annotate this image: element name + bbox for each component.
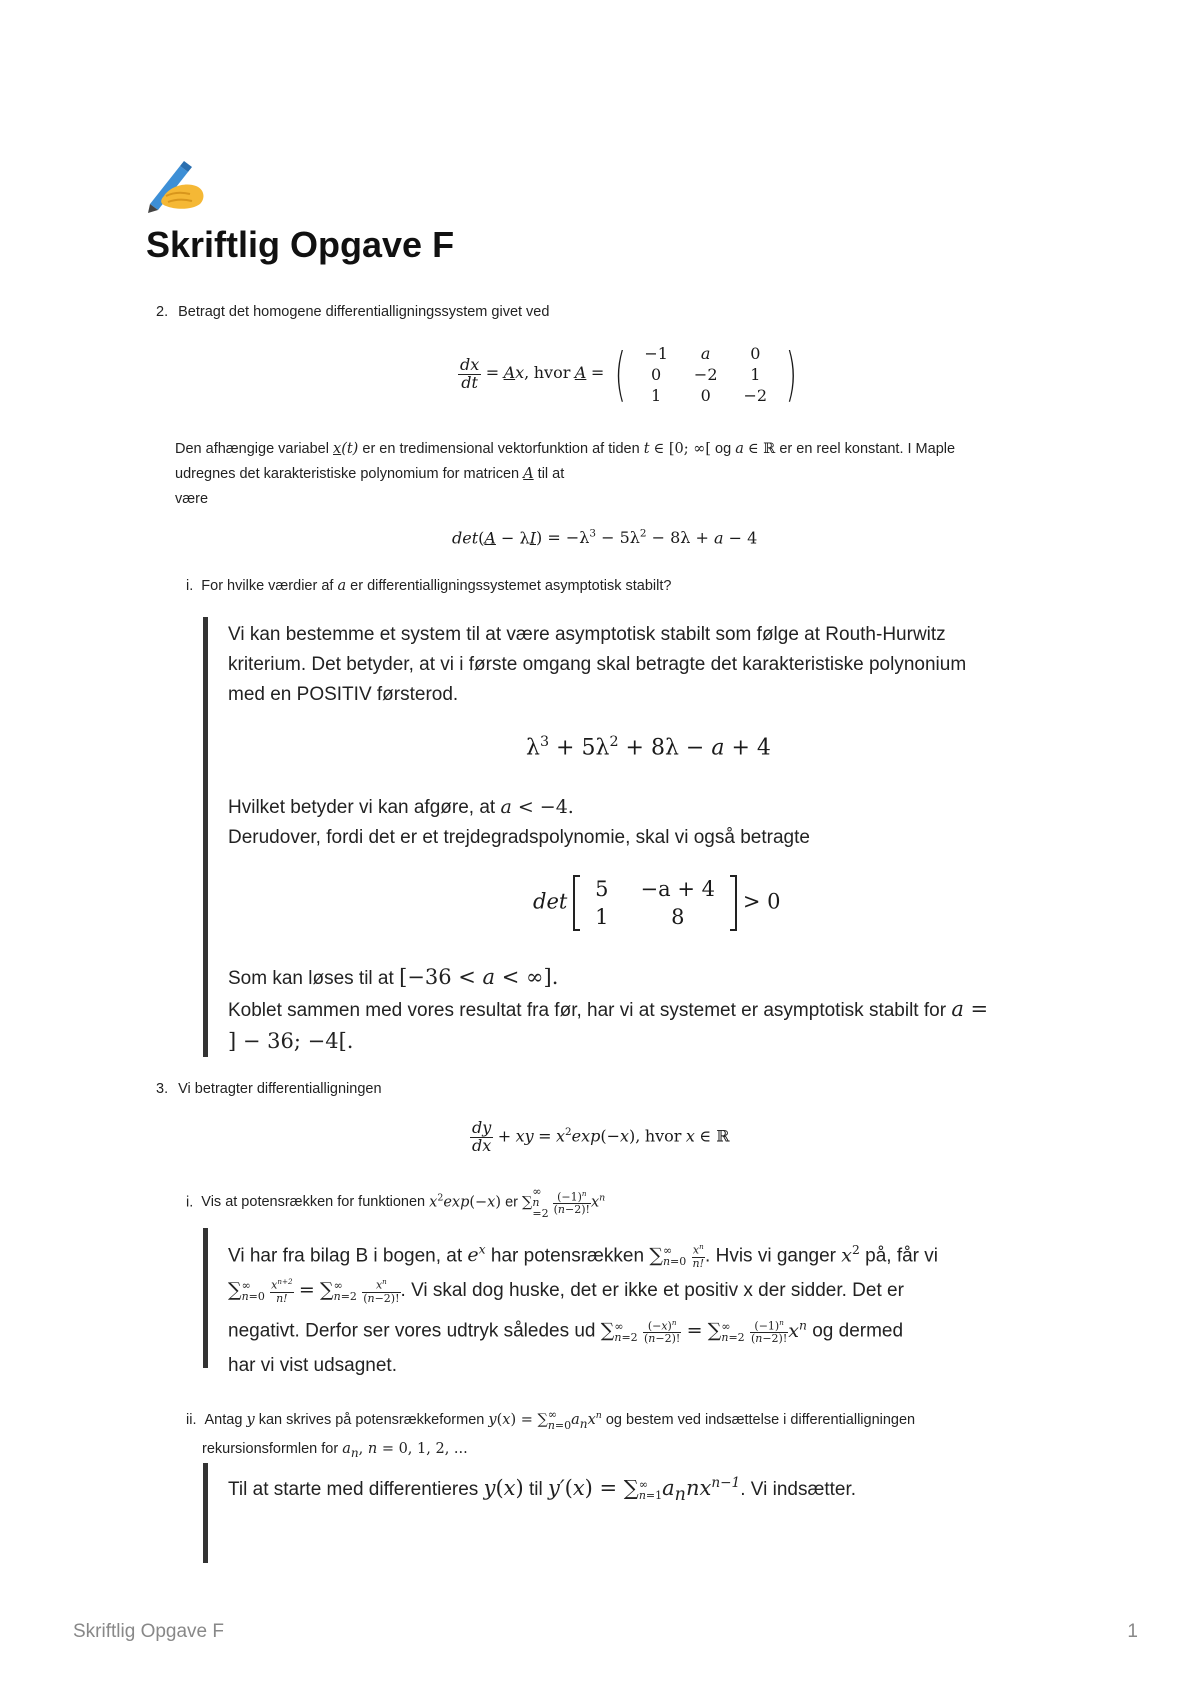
matrix-a-row — [631, 343, 780, 364]
q3-ans-i-1b: har potensrækken — [490, 1245, 645, 1267]
matrix-a-cell: −2 — [693, 364, 718, 384]
q2-intro: Betragt det homogene differentialligningssystem givet ved — [178, 304, 550, 320]
q3-answer-i: Vi har fra bilag B i bogen, at $e^x$ har potensrækken ∑ ∞ n=0 $\frac{x^n}{n!}$ . Hvis vi ganger $x^2$ på, får vi ∑ ∞ n=0 $\frac{x^{n+2}}{n!}$ = ∑ ∞ n=2 $\frac{x^n}{(n-2)!}$ . Vi skal dog huske, det er ikke et positiv x der sidder. Det er negativt. Derfor ser vores udtryk således ud ∑ ∞ n=2 $\frac{(-x)^n}{(n-2)!}$ = ∑ ∞ n=2 $\frac{(-1)^n}{(n-2)!}$ $x^n$ og dermed har vi vist udsagnet. — [228, 1233, 938, 1383]
q2-ans-line-4: Hvilket betyder vi kan afgøre, at — [228, 797, 496, 818]
q2-ans-line-2: kriterium. Det betyder, at vi i første omgang skal betragte det karakteristiske polynonium — [228, 654, 967, 675]
matrix-a-cell: 0 — [651, 364, 662, 384]
q2-sub-i-text-a: For hvilke værdier af — [201, 578, 334, 594]
q3-item — [156, 1081, 382, 1097]
writing-hand-icon — [146, 152, 208, 214]
det-matrix-cell: 1 — [595, 905, 609, 929]
q2-ans-line-6: Som kan løses til at — [228, 968, 394, 989]
q2-matrix-a: ( −1 a 0 0 −2 1 1 0 −2 ) — [614, 340, 798, 408]
q3-ans-ii-b: til — [528, 1479, 543, 1500]
q3-ans-ii-a: Til at starte med differentieres — [228, 1479, 479, 1500]
footer-page-number: 1 — [1127, 1621, 1138, 1642]
q3-differential-equation: $\frac{dy}{dx}$ + xy = $x^2\exp(-x)$, hvor x ∈ ℝ — [472, 1118, 730, 1155]
q3-eq-hvor: hvor — [644, 1126, 682, 1146]
q3-ans-i-1d: på, får vi — [865, 1245, 939, 1267]
q3-ans-i-2: . Vi skal dog huske, det er ikke et positiv x der sidder. Det er — [400, 1280, 904, 1302]
q2-text-4: er en reel konstant. I Maple — [779, 441, 956, 457]
q2-char-poly: $\det(A - \lambda I) = -\lambda^3 - 5\lambda^2 - 8\lambda + a - 4$ — [452, 528, 758, 548]
det-matrix-row — [579, 903, 731, 931]
q3-sub-ii-text-a: Antag — [204, 1411, 243, 1428]
q2-ans-line-5: Derudover, fordi det er et trejdegradspolynomie, skal vi også betragte — [228, 827, 810, 848]
matrix-a-cell: 0 — [750, 343, 761, 363]
q3-ans-i-3b: og dermed — [812, 1320, 904, 1342]
matrix-a-row — [631, 385, 780, 406]
matrix-a-row — [631, 364, 780, 385]
q2-ans-line-7: Koblet sammen med vores resultat fra før, har vi at systemet er asymptotisk stabilt for — [228, 1000, 947, 1021]
q3-answer-ii: Til at starte med differentieres y(x) til y′(x) = ∑ ∞ n=1 $a_nnx^{n-1}$. Vi indsætter. — [228, 1475, 857, 1506]
q2-answer-3: Som kan løses til at [−36 < a < ∞]. Koblet sammen med vores resultat fra før, har vi at systemet er asymptotisk stabilt for a = ] − 36; −4[. — [228, 965, 989, 1053]
q2-text-2: er en tredimensional vektorfunktion af tiden — [362, 441, 640, 457]
q2-eq-hvor: hvor — [533, 363, 571, 383]
answer-quote-bar — [203, 1228, 208, 1368]
q3-sub-ii: ii. Antag y kan skrives på potensrækkeformen y(x) = ∑ ∞ n=0 $a_nx^n$ og bestem ved indsættelse i differentialligningen rekursionsformlen for $a_n$, n = 0, 1, 2, ... — [186, 1408, 916, 1460]
det-matrix-cell: 8 — [671, 905, 685, 929]
matrix-a-cell: −2 — [743, 385, 768, 405]
footer-title: Skriftlig Opgave F — [73, 1621, 224, 1642]
q3-ans-i-1c: . Hvis vi ganger — [705, 1245, 836, 1267]
q2-det-condition: det 5 −a + 4 1 8 > 0 — [533, 877, 781, 929]
q3-sub-i: i. Vis at potensrækken for funktionen $x^2\exp(-x)$ er ∑ ∞ n =2 $\frac{(-1)^n}{(n-2)!}$ $x^n$ — [186, 1185, 606, 1220]
q2-sub-i: i. For hvilke værdier af a er differentialligningssystemet asymptotisk stabilt? — [186, 578, 672, 594]
q3-ans-ii-c: . Vi indsætter. — [740, 1479, 857, 1500]
q2-text-3: og — [715, 441, 732, 457]
matrix-a-cell: 0 — [700, 385, 711, 405]
q2-answer-2: Hvilket betyder vi kan afgøre, at a < −4. Derudover, fordi det er et trejdegradspolynomie, skal vi også betragte — [228, 792, 810, 853]
q3-ans-i-4: har vi vist udsagnet. — [228, 1354, 397, 1376]
q2-number: 2. — [156, 304, 169, 320]
q2-description: Den afhængige variabel x(t) er en tredimensional vektorfunktion af tiden t ∈ [0; ∞[ og a ∈ ℝ er en reel konstant. I Maple udregnes det karakteristiske polynomium for matricen A til at være — [175, 441, 956, 507]
matrix-a-cell: a — [700, 343, 711, 363]
q2-sub-i-number: i. — [186, 578, 194, 594]
matrix-a-cell: −1 — [644, 343, 668, 363]
page-title: Skriftlig Opgave F — [146, 224, 455, 265]
q2-text-7: være — [175, 491, 209, 507]
q3-sub-i-number: i. — [186, 1194, 194, 1211]
q3-ans-i-3a: negativt. Derfor ser vores udtryk således ud — [228, 1320, 596, 1342]
q2-item — [156, 304, 549, 320]
q2-text-1: Den afhængige variabel — [175, 441, 329, 457]
q2-text-6: til at — [537, 466, 565, 482]
q2-answer — [228, 620, 966, 710]
q3-sub-ii-text-b: kan skrives på potensrækkeformen — [258, 1411, 485, 1428]
q2-positive-poly: $\lambda^3 + 5\lambda^2 + 8\lambda - a + 4$ — [526, 734, 771, 761]
q3-ans-i-1a: Vi har fra bilag B i bogen, at — [228, 1245, 463, 1267]
matrix-a-cell: 1 — [750, 364, 761, 384]
q2-ans-line-3: med en POSITIV førsterod. — [228, 684, 459, 705]
matrix-a-cell: 1 — [651, 385, 662, 405]
det-matrix-row — [579, 875, 731, 903]
q3-number: 3. — [156, 1081, 169, 1097]
q3-sub-i-text-b: er — [505, 1194, 518, 1211]
q3-sub-ii-text-c: og bestem ved indsættelse i differentialligningen — [605, 1411, 916, 1428]
q3-sub-i-text-a: Vis at potensrækken for funktionen — [201, 1194, 426, 1211]
q3-intro: Vi betragter differentialligningen — [178, 1081, 382, 1097]
q2-text-5: udregnes det karakteristiske polynomium for matricen — [175, 466, 520, 482]
q3-sub-ii-number: ii. — [186, 1411, 197, 1428]
answer-quote-bar — [203, 617, 208, 1057]
q2-sub-i-text-b: er differentialligningssystemet asymptotisk stabilt? — [350, 578, 672, 594]
q3-sub-ii-text-d: rekursionsformlen for — [202, 1440, 339, 1457]
answer-quote-bar — [203, 1463, 208, 1563]
q2-ans-line-1: Vi kan bestemme et system til at være asymptotisk stabilt som følge at Routh-Hurwitz — [228, 624, 946, 645]
det-matrix-cell: 5 — [595, 877, 609, 901]
q2-system-equation: $\frac{dx}{dt}$ = Ax, hvor A = ( −1 a 0 0 −2 1 1 0 −2 ) — [458, 340, 803, 408]
det-matrix-cell: −a + 4 — [640, 877, 715, 901]
